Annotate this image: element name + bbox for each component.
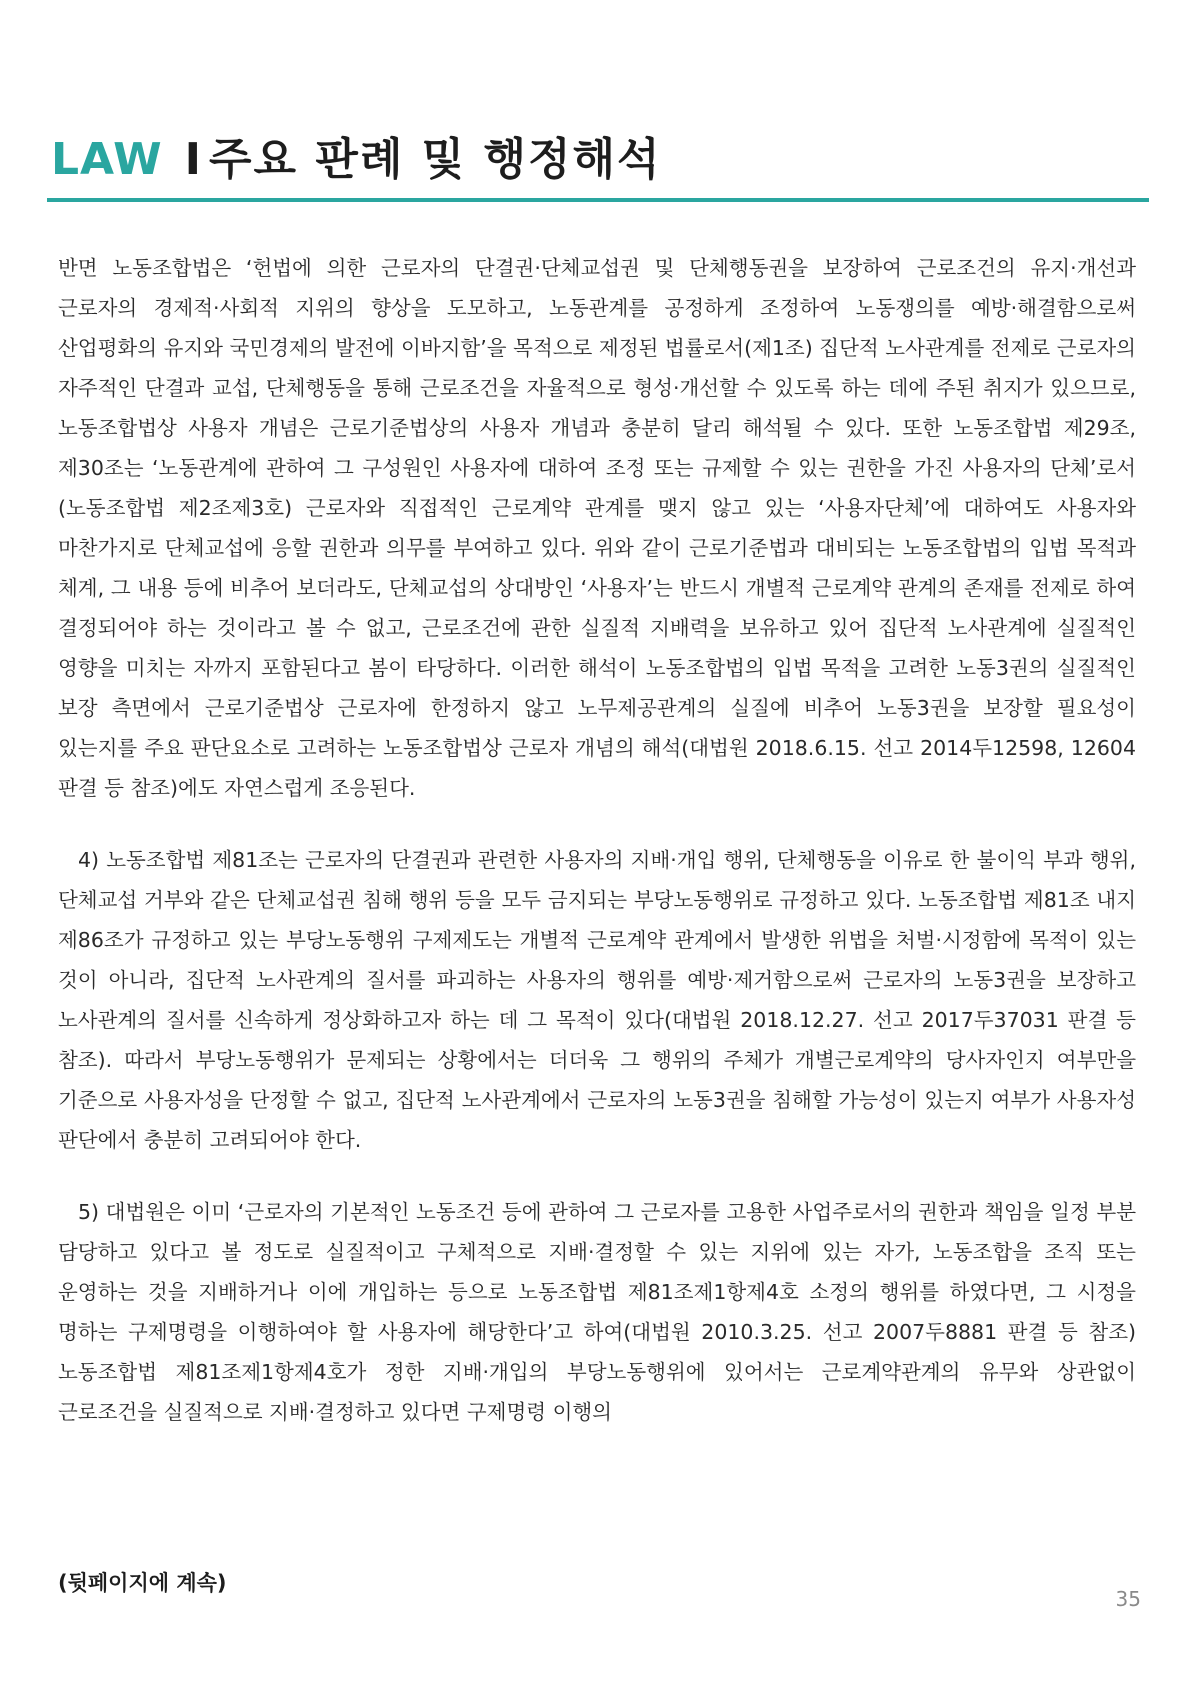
page-title [51,134,662,185]
section-title: 주요 판례 및 행정해석 [209,134,662,185]
paragraph-1: 반면 노동조합법은 ‘헌법에 의한 근로자의 단결권·단체교섭권 및 단체행동권을 보장하여 근로조건의 유지·개선과 근로자의 경제적·사회적 지위의 향상을 도모하고, 노동관계를 공정하게 조정하여 노동쟁의를 예방·해결함으로써 산업평화의 유지와 국민경제의 발전에 이바지함’을 목적으로 제정된 법률로서(제1조) 집단적 노사관계를 전제로 근로자의 자주적인 단결과 교섭, 단체행동을 통해 근로조건을 자율적으로 형성·개선할 수 있도록 하는 데에 주된 취지가 있으므로, 노동조합법상 사용자 개념은 근로기준법상의 사용자 개념과 충분히 달리 해석될 수 있다. 또한 노동조합법 제29조, 제30조는 ‘노동관계에 관하여 그 구성원인 사용자에 대하여 조정 또는 규제할 수 있는 권한을 가진 사용자의 단체’로서(노동조합법 제2조제3호) 근로자와 직접적인 근로계약 관계를 맺지 않고 있는 ‘사용자단체’에 대하여도 사용자와 마찬가지로 단체교섭에 응할 권한과 의무를 부여하고 있다. 위와 같이 근로기준법과 대비되는 노동조합법의 입법 목적과 체계, 그 내용 등에 비추어 보더라도, 단체교섭의 상대방인 ‘사용자’는 반드시 개별적 근로계약 관계의 존재를 전제로 하여 결정되어야 하는 것이라고 볼 수 없고, 근로조건에 관한 실질적 지배력을 보유하고 있어 집단적 노사관계에 실질적인 영향을 미치는 자까지 포함된다고 봄이 타당하다. 이러한 해석이 노동조합법의 입법 목적을 고려한 노동3권의 실질적인 보장 측면에서 근로기준법상 근로자에 한정하지 않고 노무제공관계의 실질에 비추어 노동3권을 보장할 필요성이 있는지를 주요 판단요소로 고려하는 노동조합법상 근로자 개념의 해석(대법원 2018.6.15. 선고 2014두12598, 12604 판결 등 참조)에도 자연스럽게 조응된다. [58,256,1136,800]
title-separator: I [184,134,202,185]
page-header [47,128,1149,200]
paragraph-2: 4) 노동조합법 제81조는 근로자의 단결권과 관련한 사용자의 지배·개입 행위, 단체행동을 이유로 한 불이익 부과 행위, 단체교섭 거부와 같은 단체교섭권 침해 행위 등을 모두 금지되는 부당노동행위로 규정하고 있다. 노동조합법 제81조 내지 제86조가 규정하고 있는 부당노동행위 구제제도는 개별적 근로계약 관계에서 발생한 위법을 처벌·시정함에 목적이 있는 것이 아니라, 집단적 노사관계의 질서를 파괴하는 사용자의 행위를 예방·제거함으로써 근로자의 노동3권을 보장하고 노사관계의 질서를 신속하게 정상화하고자 하는 데 그 목적이 있다(대법원 2018.12.27. 선고 2017두37031 판결 등 참조). 따라서 부당노동행위가 문제되는 상황에서는 더더욱 그 행위의 주체가 개별근로계약의 당사자인지 여부만을 기준으로 사용자성을 단정할 수 없고, 집단적 노사관계에서 근로자의 노동3권을 침해할 가능성이 있는지 여부가 사용자성 판단에서 충분히 고려되어야 한다. [58,848,1136,1152]
body-text [58,248,1136,1432]
page-number: 35 [1115,1587,1141,1611]
paragraph-3: 5) 대법원은 이미 ‘근로자의 기본적인 노동조건 등에 관하여 그 근로자를 고용한 사업주로서의 권한과 책임을 일정 부분 담당하고 있다고 볼 정도로 실질적이고 구체적으로 지배·결정할 수 있는 지위에 있는 자가, 노동조합을 조직 또는 운영하는 것을 지배하거나 이에 개입하는 등으로 노동조합법 제81조제1항제4호 소정의 행위를 하였다면, 그 시정을 명하는 구제명령을 이행하여야 할 사용자에 해당한다’고 하여(대법원 2010.3.25. 선고 2007두8881 판결 등 참조) 노동조합법 제81조제1항제4호가 정한 지배·개입의 부당노동행위에 있어서는 근로계약관계의 유무와 상관없이 근로조건을 실질적으로 지배·결정하고 있다면 구제명령 이행의 [58,1200,1136,1424]
section-label: LAW [51,134,163,185]
header-divider [47,198,1149,202]
continued-note: (뒷페이지에 계속) [58,1571,227,1595]
